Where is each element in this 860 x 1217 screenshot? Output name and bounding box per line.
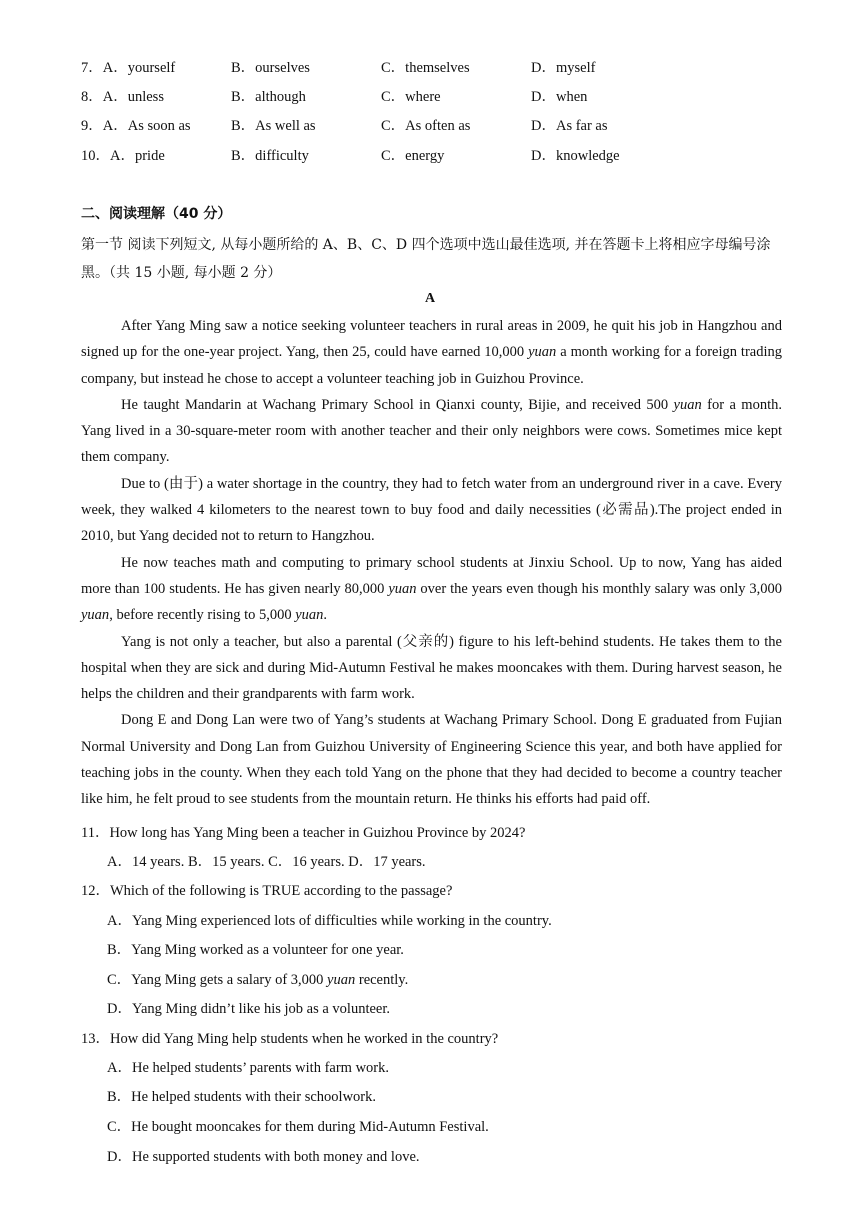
passage-paragraph: Due to (由于) a water shortage in the country, they had to fetch water from an underground river in a cave. Every week, they walked 4 kilometers to the nearest town to buy food and daily necessities (必需品).The project ended in 2010, but Yang decided not to return to Hangzhou. <box>81 475 782 545</box>
reading-passage <box>81 313 782 813</box>
question-row-7 <box>81 58 596 78</box>
question-number: 7． <box>81 60 103 76</box>
section-heading: 二、阅读理解（40 分） <box>81 206 232 222</box>
option-a: A．yourself <box>102 60 176 76</box>
question-row-10 <box>81 146 620 166</box>
option-c: C．He bought mooncakes for them during Mid-Autumn Festival. <box>107 1119 489 1135</box>
option-d: D．He supported students with both money and love. <box>107 1149 420 1165</box>
option-b: B．ourselves <box>231 60 310 76</box>
question-row-8 <box>81 87 588 107</box>
question-number: 9． <box>81 118 103 134</box>
option-a: A．Yang Ming experienced lots of difficulties while working in the country. <box>107 913 552 929</box>
passage-title: A <box>424 291 436 306</box>
question-stem-11: 11．How long has Yang Ming been a teacher in Guizhou Province by 2024? <box>81 825 526 841</box>
option-d: D．myself <box>531 60 596 76</box>
passage-paragraph: Dong E and Dong Lan were two of Yang’s students at Wachang Primary School. Dong E graduated from Fujian Normal University and Dong Lan from Guizhou University of Engineering Science this year, and both have applied for teaching jobs in the county. When they each told Yang on the phone that they had decided to become a country teacher like him, he felt proud to see students from the mountain return. He thinks his efforts had paid off. <box>81 712 782 808</box>
option-c: C．As often as <box>381 118 471 134</box>
option-d: D．Yang Ming didn’t like his job as a volunteer. <box>107 1001 391 1017</box>
question-number: 10． <box>81 148 110 164</box>
option-b: B．As well as <box>231 118 316 134</box>
option-b: B．although <box>231 89 306 105</box>
passage-paragraph: After Yang Ming saw a notice seeking volunteer teachers in rural areas in 2009, he quit his job in Hangzhou and signed up for the one-year project. Yang, then 25, could have earned 10,000 yuan a month working for a foreign trading company, but instead he chose to accept a volunteer teaching job in Guizhou Province. <box>81 318 783 387</box>
question-number: 8． <box>81 89 103 105</box>
passage-paragraph: He taught Mandarin at Wachang Primary School in Qianxi county, Bijie, and received 500 yuan for a month. Yang lived in a 30-square-meter room with another teacher and their only neighbors were cows. Sometimes mice kept them company. <box>81 396 782 466</box>
option-b: B．difficulty <box>231 148 309 164</box>
option-a: A．As soon as <box>102 118 191 134</box>
option-a: A．He helped students’ parents with farm work. <box>107 1060 390 1076</box>
question-stem-12: 12．Which of the following is TRUE according to the passage? <box>81 883 453 899</box>
passage-paragraph: He now teaches math and computing to primary school students at Jinxiu School. Up to now, Yang has aided more than 100 students. He has given nearly 80,000 yuan over the years even though his monthly salary was only 3,000 yuan, before recently rising to 5,000 yuan. <box>81 554 783 624</box>
option-d: D．when <box>531 89 588 105</box>
option-c: C．energy <box>381 148 445 164</box>
option-b: B．He helped students with their schoolwork. <box>107 1089 377 1105</box>
question-options-11: A．14 years. B．15 years. C．16 years. D．17 years. <box>107 854 426 870</box>
option-a: A．pride <box>110 148 165 164</box>
section-instruction: 第一节 阅读下列短文, 从每小题所给的 A、B、C、D 四个选项中选山最佳选项, 并在答题卡上将相应字母编号涂黑。（共 15 小题, 每小题 2 分） <box>81 237 771 281</box>
option-a: A．unless <box>102 89 164 105</box>
option-c: C．Yang Ming gets a salary of 3,000 yuan recently. <box>107 972 409 988</box>
option-d: D．As far as <box>531 118 608 134</box>
question-stem-13: 13．How did Yang Ming help students when he worked in the country? <box>81 1031 499 1047</box>
option-b: B．Yang Ming worked as a volunteer for one year. <box>107 942 404 958</box>
question-row-9 <box>81 116 608 136</box>
option-c: C．themselves <box>381 60 470 76</box>
option-c: C．where <box>381 89 441 105</box>
passage-paragraph: Yang is not only a teacher, but also a parental (父亲的) figure to his left-behind students. He takes them to the hospital when they are sick and during Mid-Autumn Festival he makes mooncakes with them. During harvest season, he helps the children and their grandparents with farm work. <box>81 633 782 703</box>
option-d: D．knowledge <box>531 148 620 164</box>
